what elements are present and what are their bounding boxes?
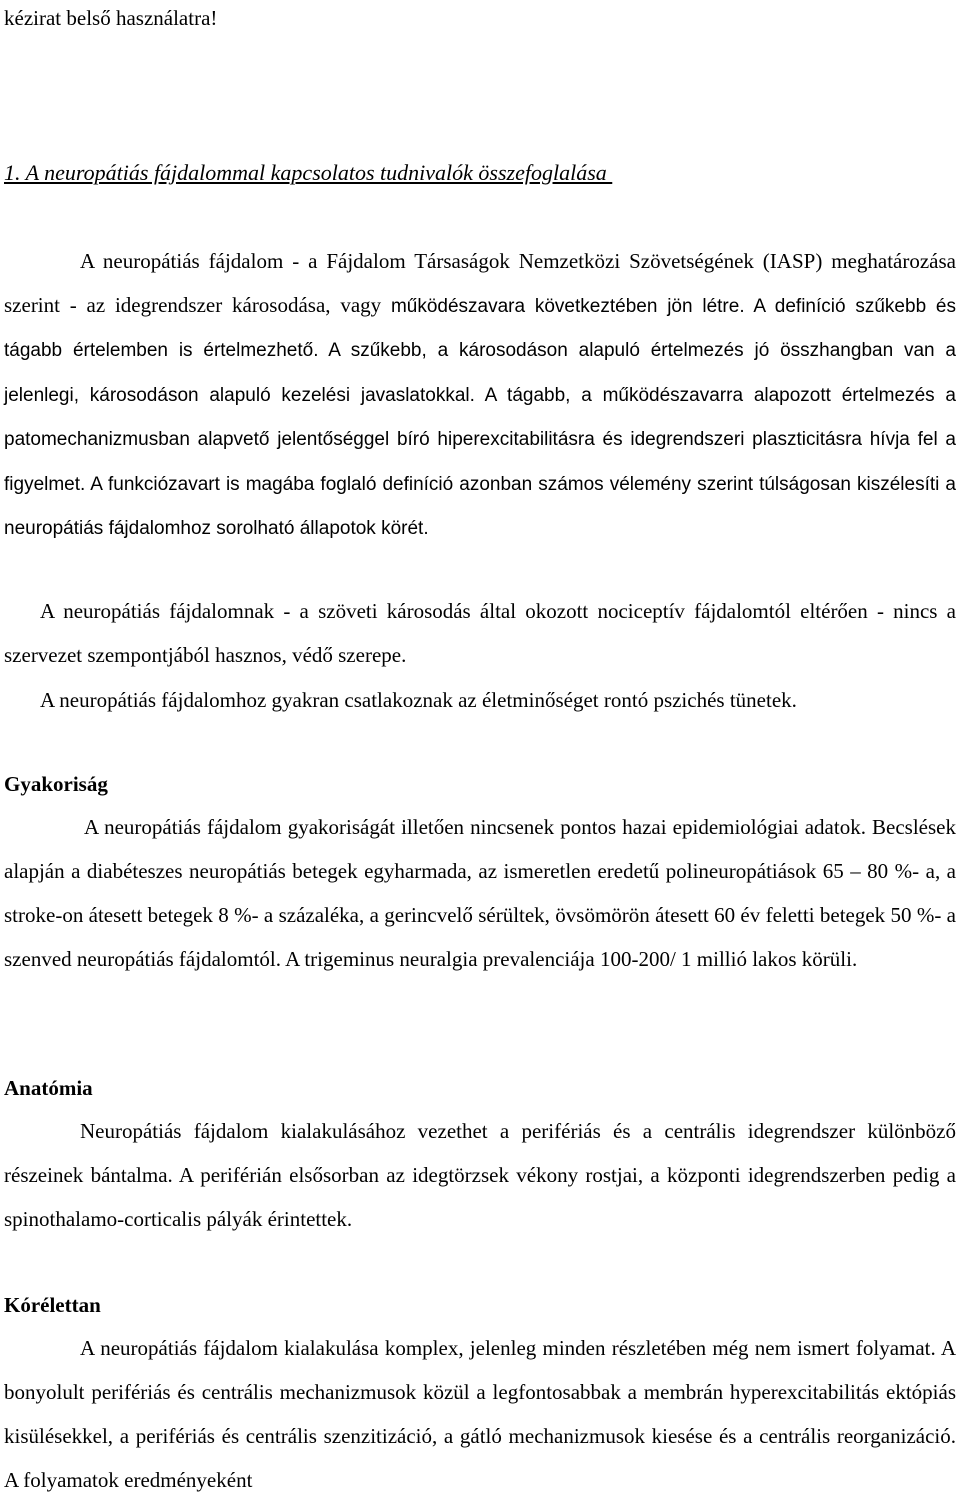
- chapter-title: 1. A neuropátiás fájdalommal kapcsolatos tudnivalók összefoglalása: [4, 160, 613, 185]
- intro-paragraph-3: A neuropátiás fájdalomhoz gyakran csatlakoznak az életminőséget rontó pszichés tünetek.: [40, 688, 797, 712]
- document-note: kézirat belső használatra!: [4, 6, 218, 30]
- anatomia-paragraph: Neuropátiás fájdalom kialakulásához vezethet a perifériás és a centrális idegrendszer különböző részeinek bántalma. A periférián elsősorban az idegtörzsek vékony rostjai, a központi idegrendszerben pedig a spinothalamo-corticalis pályák érintettek.: [4, 1119, 956, 1231]
- intro-paragraph-2: A neuropátiás fájdalomnak - a szöveti károsodás által okozott nociceptív fájdalomtól eltérően - nincs a szervezet szempontjából hasznos, védő szerepe.: [4, 599, 956, 667]
- section-title-anatomia: Anatómia: [4, 1076, 93, 1100]
- intro-paragraph-1-serif: A neuropátiás fájdalom - a Fájdalom Társaságok Nemzetközi Szövetségének (IASP) meghatározása szerint - az idegrendszer károsodása, vagy: [4, 249, 956, 317]
- intro-paragraph-1: [4, 240, 956, 551]
- section-title-korelettan: Kórélettan: [4, 1293, 101, 1317]
- intro-paragraph-1-sans: működészavara következtében jön létre. A definíció szűkebb és tágabb értelemben is értelmezhető.: [4, 295, 957, 361]
- korelettan-paragraph: A neuropátiás fájdalom kialakulása komplex, jelenleg minden részletében még nem ismert folyamat. A bonyolult perifériás és centrális mechanizmusok közül a legfontosabbak a membrán hyperexcitabilitás ektópiás kisülésekkel, a perifériás és centrális szenzitizáció, a gátló mechanizmusok kiesése és a centrális reorganizáció. A folyamatok eredményeként: [4, 1336, 956, 1492]
- gyakorisag-paragraph: A neuropátiás fájdalom gyakoriságát illetően nincsenek pontos hazai epidemiológiai adatok. Becslések alapján a diabéteszes neuropátiás betegek egyharmada, az ismeretlen eredetű polineuropátiások 65 – 80 %- a, a stroke-on átesett betegek 8 %- a százaléka, a gerincvelő sérültek, övsömörön átesett 60 év feletti betegek 50 %- a szenved neuropátiás fájdalomtól. A trigeminus neuralgia prevalenciája 100-200/ 1 millió lakos körüli.: [4, 815, 956, 971]
- section-title-gyakorisag: Gyakoriság: [4, 772, 108, 796]
- intro-paragraph-1-rest: A szűkebb, a károsodáson alapuló értelmezés jó összhangban van a jelenlegi, károsodáson alapuló kezelési javaslatokkal. A tágabb, a működészavarra alapozott értelmezés a patomechanizmusban alapvető jelentőséggel bíró hiperexcitabilitásra és idegrendszeri plaszticitásra hívja fel a figyelmet. A funkciózavart is magába foglaló definíció azonban számos vélemény szerint túlságosan kiszélesíti a neuropátiás fájdalomhoz sorolható állapotok körét.: [4, 340, 957, 539]
